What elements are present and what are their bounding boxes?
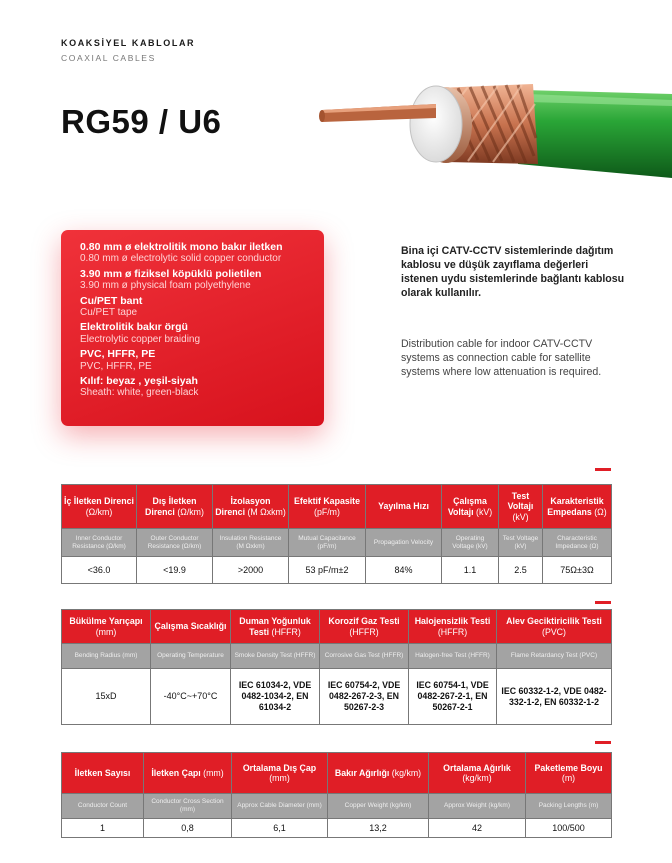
column-subheader: Copper Weight (kg/km) (328, 794, 429, 819)
column-subheader: Inner Conductor Resistance (Ω/km) (62, 529, 137, 557)
column-subheader: Operating Temperature (151, 644, 231, 669)
section-marker (595, 601, 611, 604)
table-cell: 15xD (62, 669, 151, 725)
column-subheader: Packing Lengths (m) (526, 794, 612, 819)
table-cell: -40°C~+70°C (151, 669, 231, 725)
column-header: İç İletken Direnci (Ω/km) (62, 485, 137, 529)
column-header: Dış İletken Direnci (Ω/km) (137, 485, 213, 529)
table-cell: IEC 61034-2, VDE 0482-1034-2, EN 61034-2 (231, 669, 320, 725)
category-label-tr: KOAKSİYEL KABLOLAR (61, 38, 196, 48)
column-subheader: Smoke Density Test (HFFR) (231, 644, 320, 669)
table-header-row (62, 753, 612, 794)
spec-item (80, 241, 312, 266)
spec-item-en: Electrolytic copper braiding (80, 333, 201, 345)
description-en: Distribution cable for indoor CATV-CCTV systems as connection cable for satellite systems where low attenuation is required. (401, 338, 602, 378)
column-header: İzolasyon Direnci (M Ωxkm) (213, 485, 289, 529)
spec-item-tr: 3.90 mm ø fiziksel köpüklü polietilen (80, 267, 262, 280)
table-cell: IEC 60754-1, VDE 0482-267-2-1, EN 50267-2-1 (409, 669, 497, 725)
spec-item-tr: PVC, HFFR, PE (80, 348, 156, 361)
table-cell: 75Ω±3Ω (543, 557, 612, 584)
column-header: Bükülme Yarıçapı (mm) (62, 610, 151, 644)
cable-sheath (518, 90, 672, 178)
category-label-en: COAXIAL CABLES (61, 53, 156, 63)
spec-card (61, 230, 324, 426)
table-cell: 2.5 (499, 557, 543, 584)
table-cell: 0,8 (144, 819, 232, 838)
table-row (62, 819, 612, 838)
table-cell: 1.1 (442, 557, 499, 584)
column-header: Efektif Kapasite (pF/m) (289, 485, 366, 529)
column-subheader: Conductor Count (62, 794, 144, 819)
table-cell: IEC 60754-2, VDE 0482-267-2-3, EN 50267-2-3 (320, 669, 409, 725)
table-subheader-row (62, 644, 612, 669)
physical-spec-table (61, 752, 612, 838)
column-subheader: Characteristic Impedance (Ω) (543, 529, 612, 557)
table-cell: 13,2 (328, 819, 429, 838)
table-cell: 84% (366, 557, 442, 584)
column-subheader: Approx Weight (kg/km) (429, 794, 526, 819)
spec-item-en: 3.90 mm ø physical foam polyethylene (80, 280, 251, 292)
spec-item (80, 348, 312, 373)
product-title: RG59 / U6 (61, 103, 222, 140)
table-cell: <19.9 (137, 557, 213, 584)
column-header: Paketleme Boyu (m) (526, 753, 612, 794)
section-marker (595, 741, 611, 744)
spec-item-tr: 0.80 mm ø elektrolitik mono bakır iletken (80, 241, 283, 253)
column-subheader: Mutual Capacitance (pF/m) (289, 529, 366, 557)
table-cell: 100/500 (526, 819, 612, 838)
column-header: Bakır Ağırlığı (kg/km) (328, 753, 429, 794)
column-header: Karakteristik Empedans (Ω) (543, 485, 612, 529)
table-header-row (62, 485, 612, 529)
table-cell: 6,1 (232, 819, 328, 838)
column-subheader: Corrosive Gas Test (HFFR) (320, 644, 409, 669)
spec-item-tr: Kılıf: beyaz , yeşil-siyah (80, 375, 198, 388)
column-header: Ortalama Dış Çap (mm) (232, 753, 328, 794)
spec-item (80, 375, 312, 400)
spec-item (80, 321, 312, 346)
table-cell: <36.0 (62, 557, 137, 584)
column-header: İletken Çapı (mm) (144, 753, 232, 794)
table-row (62, 669, 612, 725)
spec-item-en: PVC, HFFR, PE (80, 360, 152, 372)
column-header: Test Voltajı (kV) (499, 485, 543, 529)
column-header: İletken Sayısı (62, 753, 144, 794)
table-subheader-row (62, 529, 612, 557)
column-header: Korozif Gaz Testi (HFFR) (320, 610, 409, 644)
spec-item-tr: Cu/PET bant (80, 294, 143, 307)
spec-item-en: Cu/PET tape (80, 307, 138, 319)
description-tr: Bina içi CATV-CCTV sistemlerinde dağıtım kablosu ve düşük zayıflama değerleri istenen uydu sistemlerinde bağlantı kablosu olarak kullanılır. (401, 245, 625, 299)
column-subheader: Test Voltage (kV) (499, 529, 543, 557)
section-marker (595, 468, 611, 471)
column-header: Duman Yoğunluk Testi (HFFR) (231, 610, 320, 644)
column-subheader: Flame Retardancy Test (PVC) (497, 644, 612, 669)
table-cell: 42 (429, 819, 526, 838)
table-cell: >2000 (213, 557, 289, 584)
column-header: Halojensizlik Testi (HFFR) (409, 610, 497, 644)
column-subheader: Conductor Cross Section (mm) (144, 794, 232, 819)
column-subheader: Halogen-free Test (HFFR) (409, 644, 497, 669)
column-header: Çalışma Sıcaklığı (151, 610, 231, 644)
table-cell: 1 (62, 819, 144, 838)
column-subheader: Approx Cable Diameter (mm) (232, 794, 328, 819)
table-cell: IEC 60332-1-2, VDE 0482-332-1-2, EN 60332-1-2 (497, 669, 612, 725)
column-subheader: Bending Radius (mm) (62, 644, 151, 669)
column-header: Çalışma Voltajı (kV) (442, 485, 499, 529)
column-subheader: Insulation Resistance (M Ωxkm) (213, 529, 289, 557)
test-spec-table (61, 609, 612, 725)
column-header: Ortalama Ağırlık (kg/km) (429, 753, 526, 794)
column-header: Yayılma Hızı (366, 485, 442, 529)
table-row (62, 557, 612, 584)
column-subheader: Operating Voltage (kV) (442, 529, 499, 557)
table-cell: 53 pF/m±2 (289, 557, 366, 584)
table-header-row (62, 610, 612, 644)
foam-insulation (410, 86, 462, 162)
column-header: Alev Geciktiricilik Testi (PVC) (497, 610, 612, 644)
table-subheader-row (62, 794, 612, 819)
spec-item-en: 0.80 mm ø electrolytic solid copper conductor (80, 253, 282, 265)
spec-item-en: Sheath: white, green-black (80, 387, 199, 399)
coaxial-cable-illustration (318, 60, 672, 180)
spec-item (80, 268, 312, 293)
spec-item (80, 295, 312, 320)
electrical-spec-table (61, 484, 612, 584)
spec-item-tr: Elektrolitik bakır örgü (80, 321, 188, 334)
column-subheader: Outer Conductor Resistance (Ω/km) (137, 529, 213, 557)
column-subheader: Propagation Velocity (366, 529, 442, 557)
